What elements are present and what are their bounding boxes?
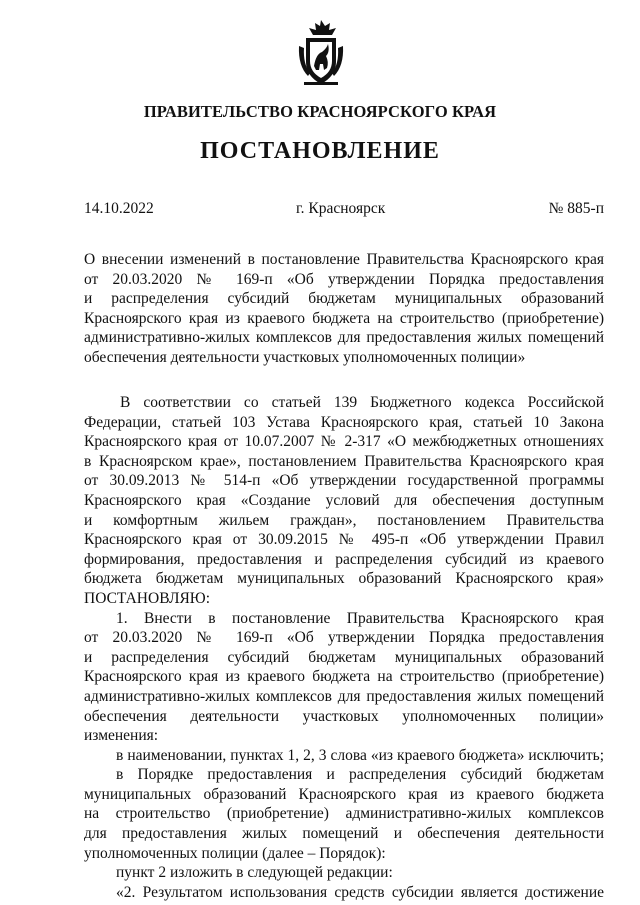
body-line: пункт 2 изложить в следующей редакции: [116, 864, 393, 882]
body-line: в Красноярском крае», постановлением Правительства Красноярского края [84, 452, 604, 470]
body-line: В соответствии со статьей 139 Бюджетного кодекса Российской [120, 394, 604, 411]
document-city: г. Красноярск [296, 200, 386, 217]
subject-line: обеспечения деятельности участковых уполномоченных полиции» [84, 348, 526, 366]
body-line: для предоставления жилых помещений и обеспечения деятельности [84, 825, 604, 843]
body-line: от 30.09.2013 № 514-п «Об утверждении государственной программы [84, 472, 604, 490]
body-line: Федерации, статьей 103 Устава Красноярского края, статьей 10 Закона [84, 413, 604, 431]
body-line: формирования, предоставления и распределения субсидий из краевого [84, 550, 604, 568]
body-line: Красноярского края из краевого бюджета на строительство (приобретение) [84, 668, 604, 686]
document-body [84, 393, 604, 902]
body-line: Красноярского края «Создание условий для обеспечения доступным [84, 491, 604, 509]
subject-line: и распределения субсидий бюджетам муниципальных образований [84, 290, 604, 308]
body-line: Красноярского края от 30.09.2015 № 495-п «Об утверждении Правил [84, 531, 604, 549]
document-subject [84, 250, 604, 368]
body-line: ПОСТАНОВЛЯЮ: [84, 589, 211, 607]
coat-of-arms-icon [296, 18, 346, 88]
subject-line: Красноярского края из краевого бюджета на строительство (приобретение) [84, 309, 604, 327]
document-type: ПОСТАНОВЛЕНИЕ [200, 138, 440, 164]
document-number: № 885-п [548, 200, 604, 217]
subject-line: от 20.03.2020 № 169-п «Об утверждении Порядка предоставления [84, 270, 604, 288]
body-line: и распределения субсидий бюджетам муниципальных образований [84, 648, 604, 666]
body-line: бюджета бюджетам муниципальных образований Красноярского края» [84, 570, 604, 588]
body-line: на строительство (приобретение) административно-жилых комплексов [84, 805, 604, 823]
organization-title: ПРАВИТЕЛЬСТВО КРАСНОЯРСКОГО КРАЯ [143, 102, 497, 121]
body-line: и комфортным жильем граждан», постановлением Правительства [84, 511, 604, 529]
subject-line: О внесении изменений в постановление Правительства Красноярского края [84, 251, 604, 268]
body-line: Красноярского края от 10.07.2007 № 2-317 «О межбюджетных отношениях [84, 433, 604, 451]
body-line: уполномоченных полиции (далее – Порядок): [84, 844, 386, 862]
body-line: муниципальных образований Красноярского края из краевого бюджета [84, 785, 604, 803]
document-date: 14.10.2022 [84, 200, 154, 217]
body-line: в наименовании, пунктах 1, 2, 3 слова «из краевого бюджета» исключить; [116, 746, 604, 764]
body-line: от 20.03.2020 № 169-п «Об утверждении Порядка предоставления [84, 629, 604, 647]
body-line: обеспечения деятельности участковых уполномоченных полиции» [84, 707, 604, 725]
body-line: 1. Внести в постановление Правительства Красноярского края [116, 609, 604, 627]
body-line: административно-жилых комплексов для предоставления жилых помещений [84, 687, 604, 705]
body-line: в Порядке предоставления и распределения субсидий бюджетам [116, 766, 604, 784]
body-line: «2. Результатом использования средств субсидии является достижение [116, 883, 604, 901]
body-line: изменения: [84, 727, 159, 745]
subject-line: административно-жилых комплексов для предоставления жилых помещений [84, 329, 604, 347]
